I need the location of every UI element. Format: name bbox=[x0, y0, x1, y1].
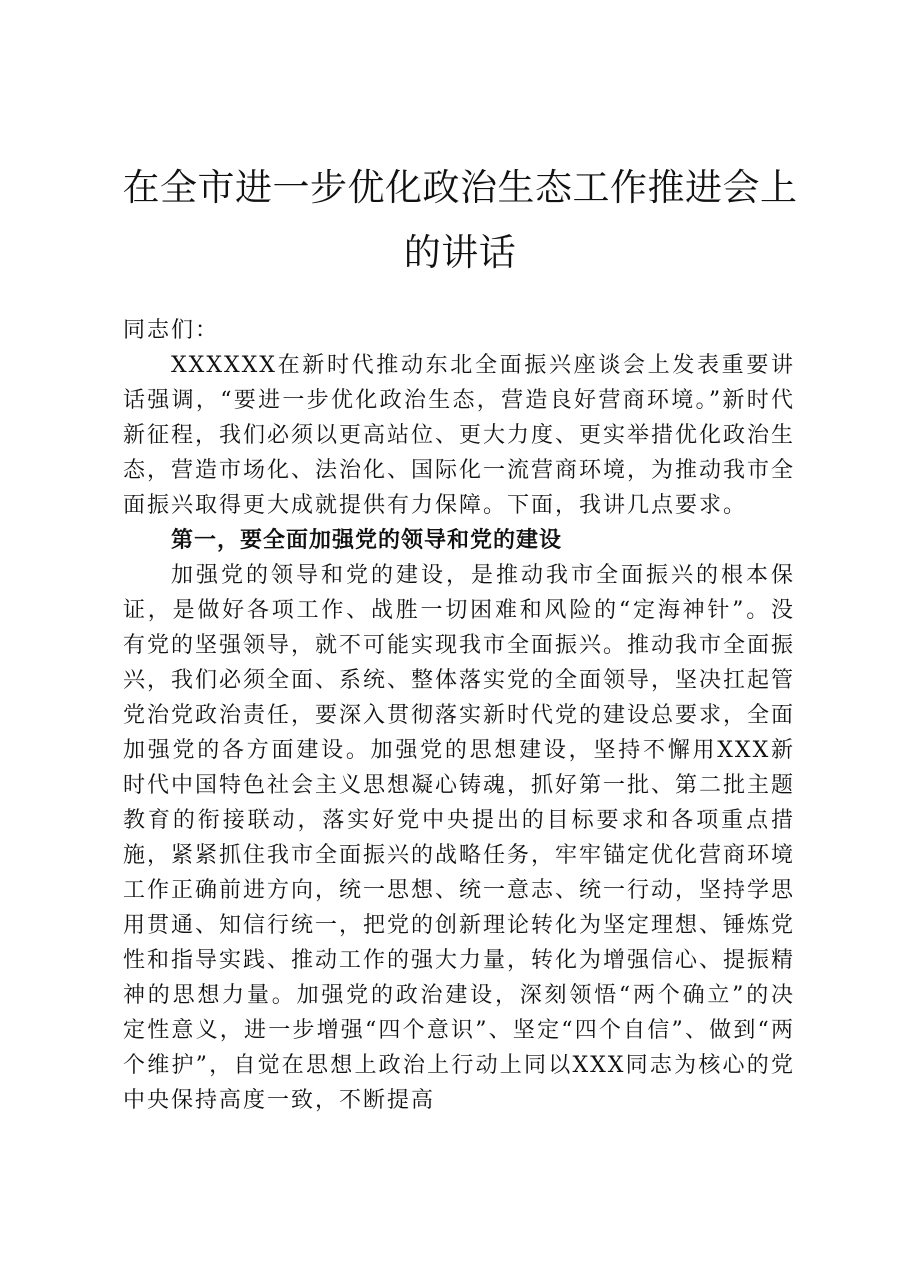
document-body bbox=[123, 313, 795, 1118]
section-paragraph: 加强党的领导和党的建设，是推动我市全面振兴的根本保证，是做好各项工作、战胜一切困难和风险的“定海神针”。没有党的坚强领导，就不可能实现我市全面振兴。推动我市全面振兴，我们必须全面、系统、整体落实党的全面领导，坚决扛起管党治党政治责任，要深入贯彻落实新时代党的建设总要求，全面加强党的各方面建设。加强党的思想建设，坚持不懈用XXX新时代中国特色社会主义思想凝心铸魂，抓好第一批、第二批主题教育的衔接联动，落实好党中央提出的目标要求和各项重点措施，紧紧抓住我市全面振兴的战略任务，牢牢锚定优化营商环境工作正确前进方向，统一思想、统一意志、统一行动，坚持学思用贯通、知信行统一，把党的创新理论转化为坚定理想、锤炼党性和指导实践、推动工作的强大力量，转化为增强信心、提振精神的思想力量。加强党的政治建设，深刻领悟“两个确立”的决定性意义，进一步增强“四个意识”、坚定“四个自信”、做到“两个维护”，自觉在思想上政治上行动上同以XXX同志为核心的党中央保持高度一致，不断提高 bbox=[123, 563, 796, 1113]
salutation: 同志们： bbox=[123, 318, 220, 343]
intro-paragraph: XXXXXX在新时代推动东北全面振兴座谈会上发表重要讲话强调，“要进一步优化政治生态，营造良好营商环境。”新时代新征程，我们必须以更高站位、更大力度、更实举措优化政治生态，营造市场化、法治化、国际化一流营商环境，为推动我市全面振兴取得更大成就提供有力保障。下面，我讲几点要求。 bbox=[123, 353, 796, 518]
section-heading: 第一，要全面加强党的领导和党的建设 bbox=[171, 528, 563, 553]
document-title: 在全市进一步优化政治生态工作推进会上的讲话 bbox=[122, 166, 798, 274]
